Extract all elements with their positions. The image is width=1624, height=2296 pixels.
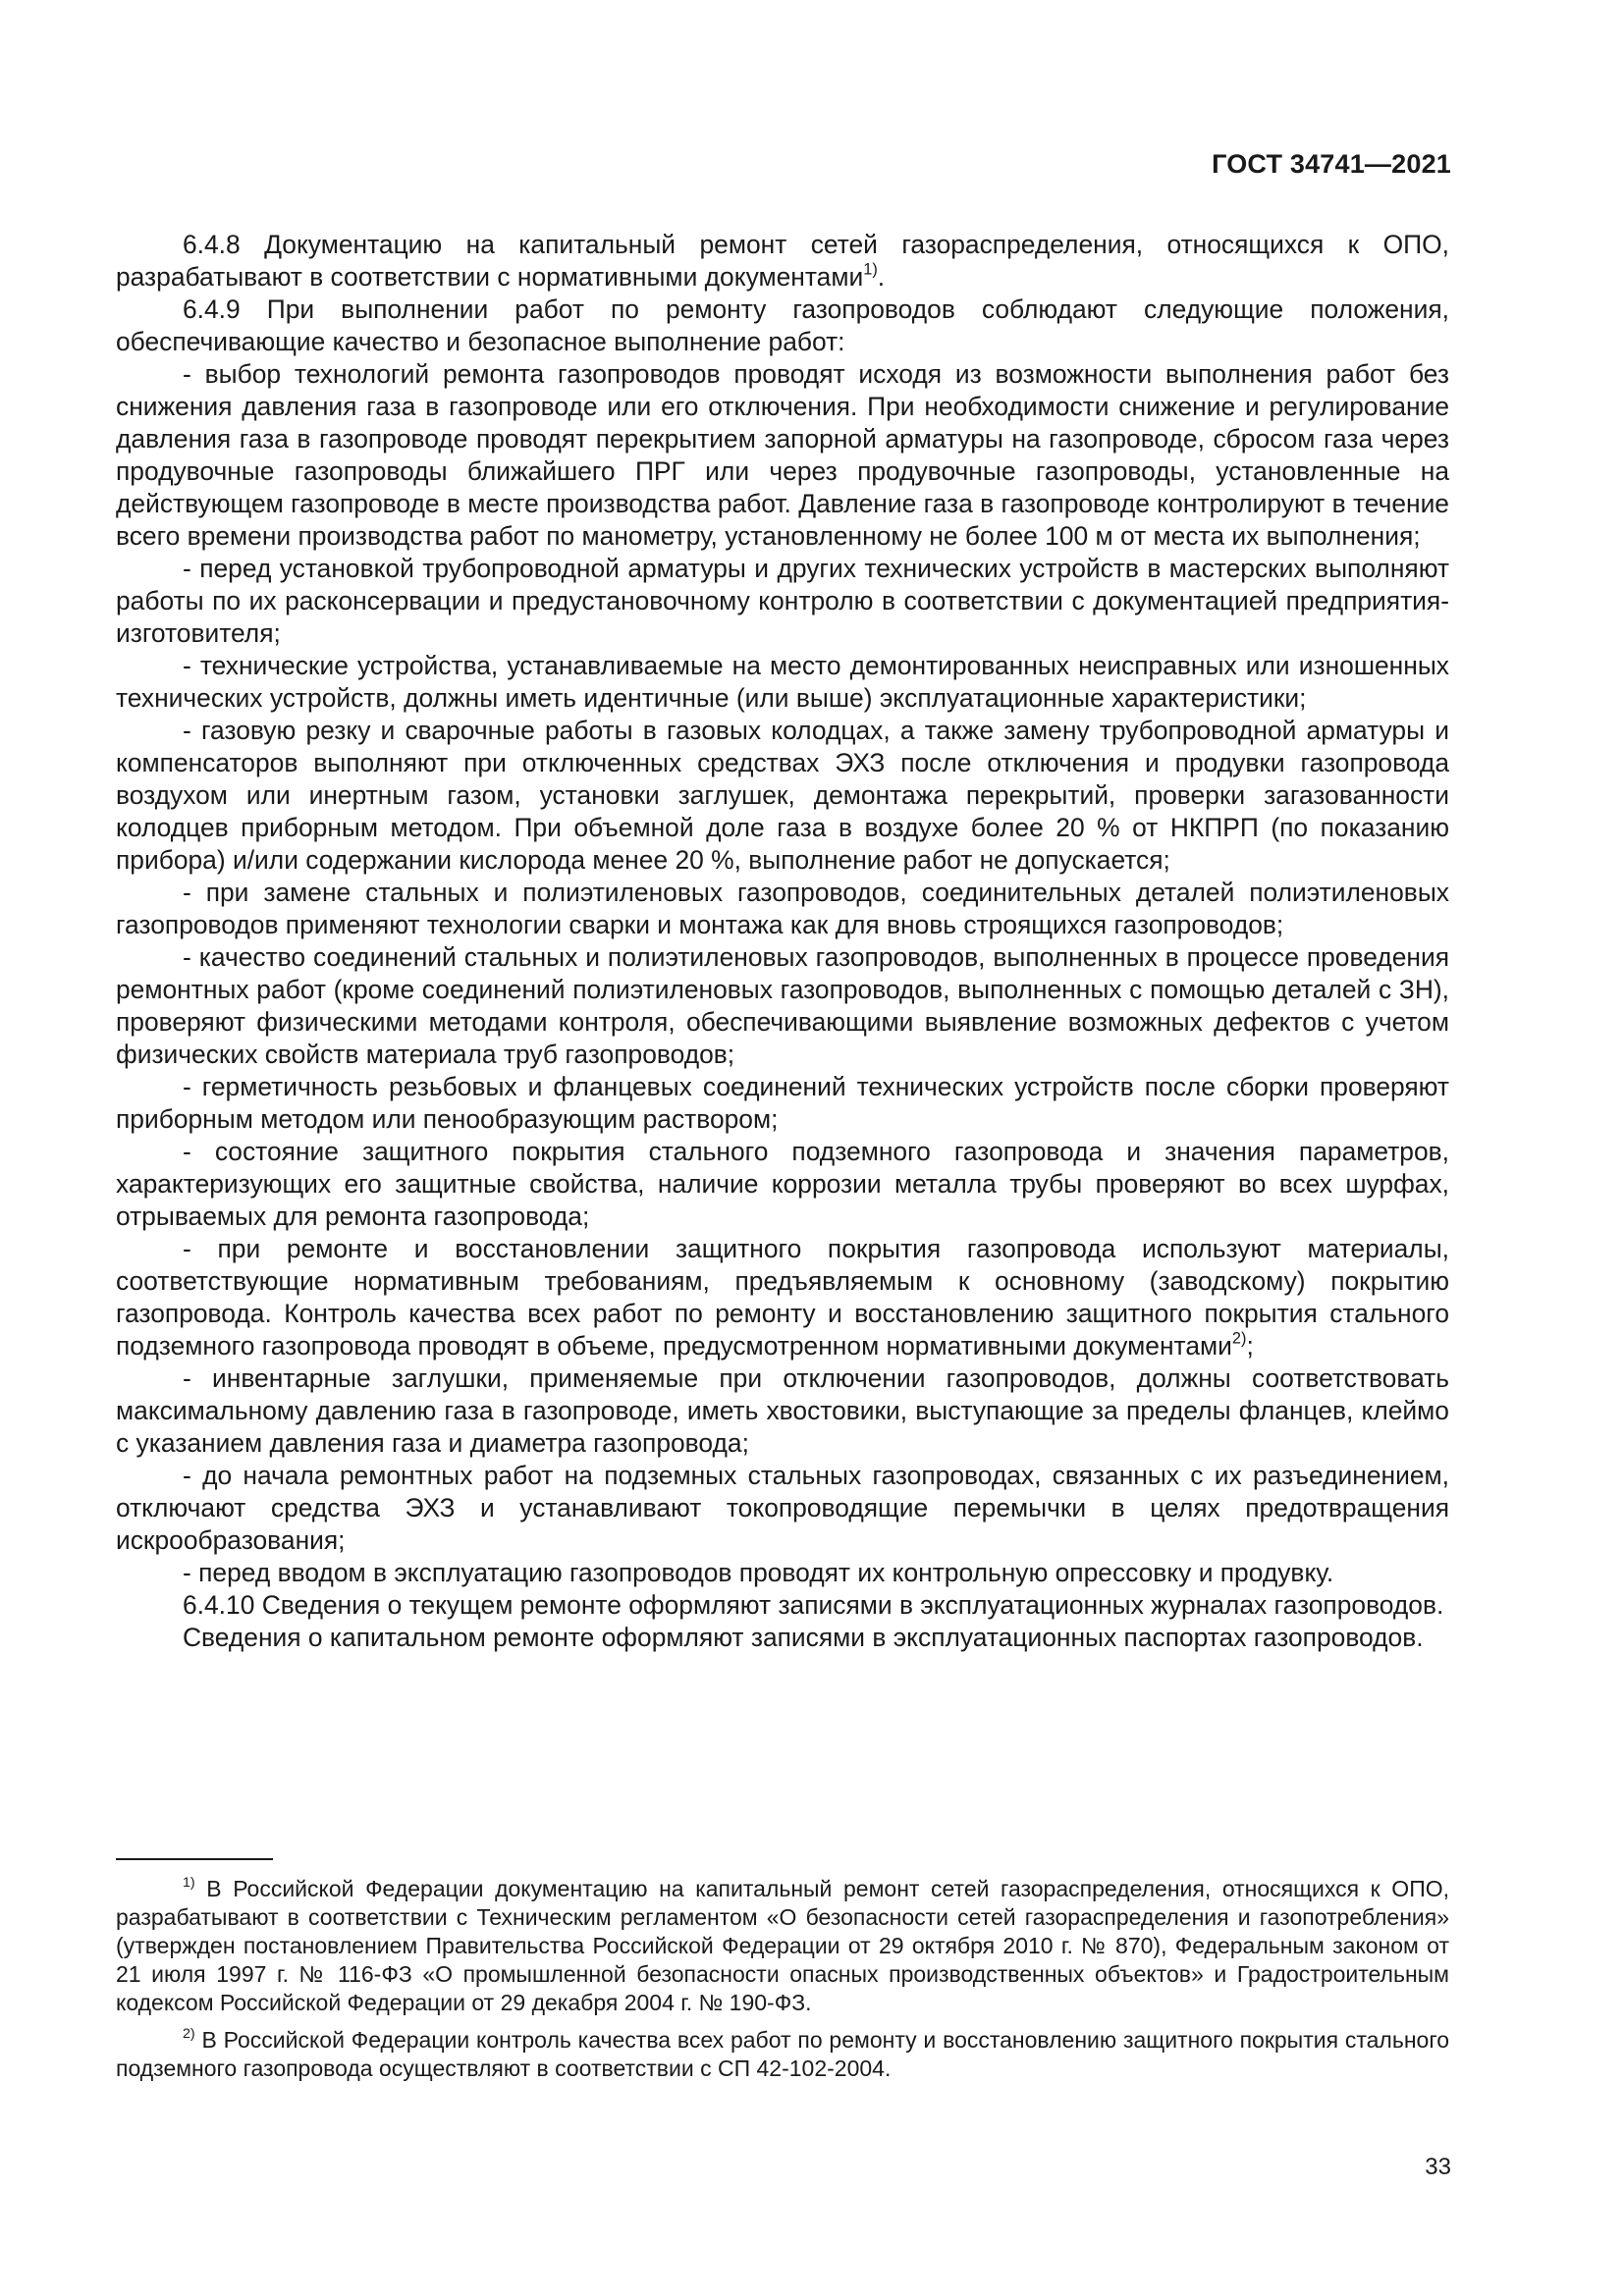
footnote-mark: 1) [183,1875,195,1892]
list-item: - при ремонте и восстановлении защитного покрытия газопровода используют материалы, соответствующие нормативным требованиям, предъявляемым к основному (заводскому) покрытию газопровода. Контроль качества всех работ по ремонту и восстановлению защитного покрытия стального подземного газопровода проводят в объеме, предусмотренном нормативными документами$^{2)}$; [116,1234,1449,1361]
footnote-ref-2[interactable]: 2) [1231,1329,1247,1348]
list-item: - перед установкой трубопроводной арматуры и других технических устройств в мастерских выполняют работы по их расконсервации и предустановочному контролю в соответствии с документацией предприятия-изготовителя; [116,554,1449,648]
footnote-2: $^{2)}$ В Российской Федерации контроль качества всех работ по ремонту и восстановлению защитного покрытия стального подземного газопровода осуществляют в соответствии с СП 42-102-2004. [116,2026,1449,2081]
list-item: - газовую резку и сварочные работы в газовых колодцах, а также замену трубопроводной арматуры и компенсаторов выполняют при отключенных средствах ЭХЗ после отключения и продувки газопровода воздухом или инертным газом, установки заглушек, демонтажа перекрытий, проверки загазованности колодцев приборным методом. При объемной доле газа в воздухе более 20 % от НКПРП (по показанию прибора) и/или содержании кислорода менее 20 %, выполнение работ не допускается; [116,716,1449,875]
list-item: - инвентарные заглушки, применяемые при отключении газопроводов, должны соответствовать максимальному давлению газа в газопроводе, иметь хвостовики, выступающие за пределы фланцев, клеймо с указанием давления газа и диаметра газопровода; [116,1363,1449,1458]
list-item: - состояние защитного покрытия стального подземного газопровода и значения параметров, характеризующих его защитные свойства, наличие коррозии металла трубы проверяют во всех шурфах, отрываемых для ремонта газопровода; [116,1137,1449,1231]
list-item: - качество соединений стальных и полиэтиленовых газопроводов, выполненных в процессе проведения ремонтных работ (кроме соединений полиэтиленовых газопроводов, выполненных с помощью деталей с ЗН), проверяют физическими методами контроля, обеспечивающими выявление возможных дефектов с учетом физических свойств материала труб газопроводов; [116,942,1449,1069]
list-item: - технические устройства, устанавливаемые на место демонтированных неисправных или изношенных технических устройств, должны иметь идентичные (или выше) эксплуатационные характеристики; [116,651,1449,713]
paragraph-capital-repair: Сведения о капитальном ремонте оформляют записями в эксплуатационных паспортах газопроводов. [183,1623,1424,1652]
list-item: - герметичность резьбовых и фланцевых соединений технических устройств после сборки проверяют приборным методом или пенообразующим раствором; [116,1072,1449,1134]
footnote-mark: 2) [183,2026,195,2043]
list-item: - до начала ремонтных работ на подземных стальных газопроводах, связанных с их разъединением, отключают средства ЭХЗ и устанавливают токопроводящие перемычки в целях предотвращения искрообразования; [116,1461,1449,1555]
footnote-divider [116,1858,273,1860]
list-item: - выбор технологий ремонта газопроводов проводят исходя из возможности выполнения работ без снижения давления газа в газопроводе или его отключения. При необходимости снижение и регулирование давления газа в газопроводе проводят перекрытием запорной арматуры на газопроводе, сбросом газа через продувочные газопроводы ближайшего ПРГ или через продувочные газопроводы, установленные на действующем газопроводе в месте производства работ. Давление газа в газопроводе контролируют в течение всего времени производства работ по манометру, установленному не более 100 м от места их выполнения; [116,359,1449,551]
page-number: 33 [1425,2154,1451,2180]
list-item: - при замене стальных и полиэтиленовых газопроводов, соединительных деталей полиэтиленовых газопроводов применяют технологии сварки и монтажа как для вновь строящихся газопроводов; [116,878,1449,939]
footnote-ref-1[interactable]: 1) [863,260,878,279]
footnote-1: $^{1)}$ В Российской Федерации документацию на капитальный ремонт сетей газораспределения, относящихся к ОПО, разрабатывают в соответствии с Техническим регламентом «О безопасности сетей газораспределения и газопотребления» (утвержден постановлением Правительства Российской Федерации от 29 октября 2010 г. № 870), Федеральным законом от 21 июля 1997 г. № 116-ФЗ «О промышленной безопасности опасных производственных объектов» и Градостроительным кодексом Российской Федерации от 29 декабря 2004 г. № 190-ФЗ. [116,1875,1449,2015]
footnotes [116,1875,1449,2092]
paragraph-6-4-9: 6.4.9 При выполнении работ по ремонту газопроводов соблюдают следующие положения, обеспечивающие качество и безопасное выполнение работ: [116,294,1449,356]
paragraph-6-4-8: 6.4.8 Документацию на капитальный ремонт сетей газораспределения, относящихся к ОПО, разрабатывают в соответствии с нормативными документами$^{1)}$. [116,230,1449,292]
main-text [116,229,1449,1654]
document-header-id: ГОСТ 34741—2021 [1212,149,1451,179]
paragraph-6-4-10: 6.4.10 Сведения о текущем ремонте оформляют записями в эксплуатационных журналах газопроводов. [183,1590,1444,1620]
list-item: - перед вводом в эксплуатацию газопроводов проводят их контрольную опрессовку и продувку. [183,1558,1334,1587]
